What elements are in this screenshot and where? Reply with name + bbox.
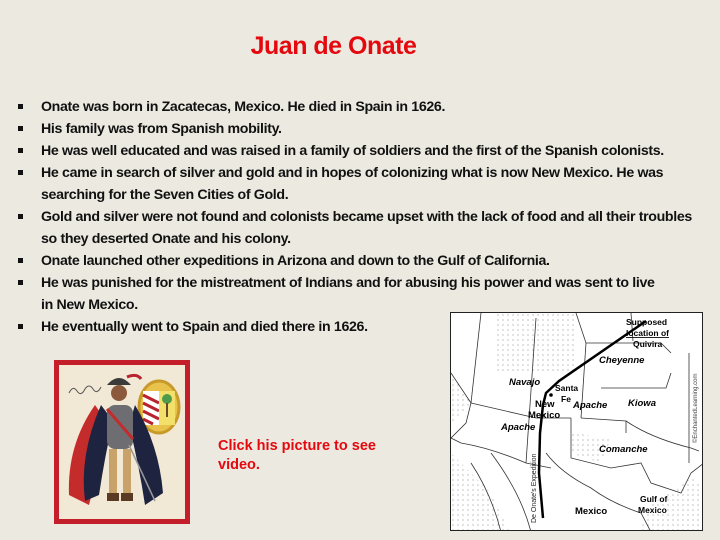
expedition-map — [450, 312, 703, 531]
svg-text:Fe: Fe — [561, 394, 571, 404]
svg-text:Supposed: Supposed — [626, 317, 668, 327]
bullet-list — [16, 96, 696, 338]
square-bullet-icon — [18, 104, 23, 109]
bullet-item: He was punished for the mistreatment of Indians and for abusing his power and was sent to live in New Mexico. — [16, 272, 666, 316]
svg-text:Mexico: Mexico — [575, 506, 608, 517]
svg-text:location of: location of — [626, 328, 669, 338]
slide-title: Juan de Onate — [250, 32, 417, 60]
bullet-item: Onate launched other expeditions in Arizona and down to the Gulf of California. — [16, 250, 696, 272]
conquistador-painting-icon — [59, 365, 185, 519]
bullet-item: He was well educated and was raised in a family of soldiers and the first of the Spanish colonists. — [16, 140, 696, 162]
svg-text:Apache: Apache — [501, 422, 536, 433]
square-bullet-icon — [18, 324, 23, 329]
svg-text:New: New — [535, 399, 555, 410]
video-link-caption: Click his picture to see video. — [218, 438, 376, 473]
svg-text:Kiowa: Kiowa — [628, 398, 656, 409]
southwest-territories-map-icon — [451, 313, 703, 531]
svg-text:Navajo: Navajo — [509, 377, 541, 388]
bullet-item: His family was from Spanish mobility. — [16, 118, 696, 140]
bullet-item: He came in search of silver and gold and in hopes of colonizing what is now New Mexico. He was searching for the Seven Cities of Gold. — [16, 162, 696, 206]
svg-text:Cheyenne: Cheyenne — [599, 355, 645, 366]
svg-text:Gulf of: Gulf of — [640, 494, 668, 504]
bullet-item: Gold and silver were not found and colonists became upset with the lack of food and all their troubles so they deserted Onate and his colony. — [16, 206, 696, 250]
portrait-image[interactable] — [59, 365, 185, 519]
square-bullet-icon — [18, 126, 23, 131]
bullet-item: He eventually went to Spain and died there in 1626. — [16, 316, 696, 338]
square-bullet-icon — [18, 258, 23, 263]
svg-text:Comanche: Comanche — [599, 444, 648, 455]
svg-text:Apache: Apache — [573, 400, 608, 411]
square-bullet-icon — [18, 170, 23, 175]
onate-portrait-video-link[interactable] — [54, 360, 190, 524]
square-bullet-icon — [18, 280, 23, 285]
bullet-item: Onate was born in Zacatecas, Mexico. He died in Spain in 1626. — [16, 96, 696, 118]
svg-text:De Onate's Expedition: De Onate's Expedition — [531, 453, 538, 523]
square-bullet-icon — [18, 148, 23, 153]
svg-text:©EnchantedLearning.com: ©EnchantedLearning.com — [693, 373, 699, 443]
svg-text:Mexico: Mexico — [528, 410, 561, 421]
square-bullet-icon — [18, 214, 23, 219]
svg-text:Quivira: Quivira — [633, 339, 663, 349]
svg-text:Mexico: Mexico — [638, 505, 667, 515]
svg-text:Santa: Santa — [555, 383, 579, 393]
